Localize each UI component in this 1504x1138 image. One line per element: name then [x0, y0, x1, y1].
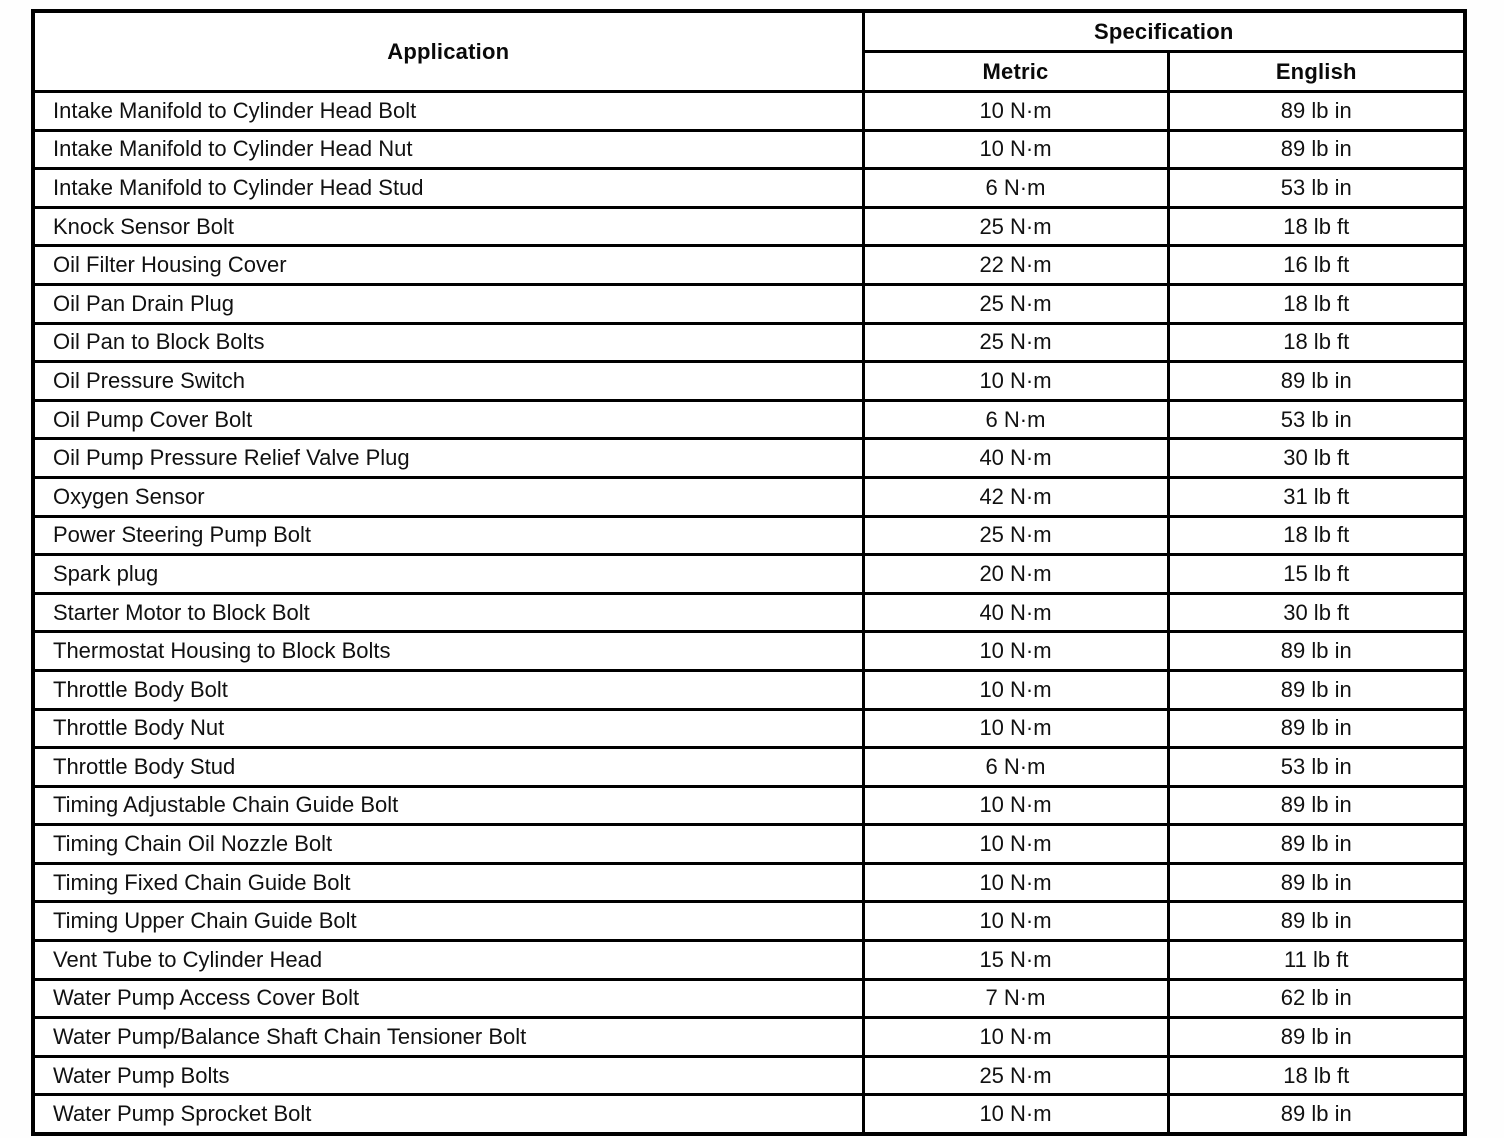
- english-value-cell: 62 lb in: [1168, 979, 1465, 1018]
- metric-value-cell: 20 N·m: [863, 555, 1168, 594]
- application-cell: Knock Sensor Bolt: [33, 207, 863, 246]
- table-row: [33, 748, 1465, 787]
- metric-value-cell: 22 N·m: [863, 246, 1168, 285]
- metric-value-cell: 6 N·m: [863, 748, 1168, 787]
- english-value-cell: 18 lb ft: [1168, 516, 1465, 555]
- application-cell: Water Pump/Balance Shaft Chain Tensioner Bolt: [33, 1018, 863, 1057]
- table-row: [33, 1056, 1465, 1095]
- application-cell: Oil Pump Cover Bolt: [33, 400, 863, 439]
- metric-value-cell: 25 N·m: [863, 207, 1168, 246]
- english-value-cell: 11 lb ft: [1168, 941, 1465, 980]
- application-cell: Throttle Body Stud: [33, 748, 863, 787]
- table-row: [33, 786, 1465, 825]
- application-cell: Intake Manifold to Cylinder Head Stud: [33, 169, 863, 208]
- table-header: [33, 11, 1465, 92]
- application-cell: Oil Pan Drain Plug: [33, 284, 863, 323]
- english-value-cell: 89 lb in: [1168, 863, 1465, 902]
- metric-value-cell: 25 N·m: [863, 516, 1168, 555]
- metric-value-cell: 10 N·m: [863, 709, 1168, 748]
- metric-value-cell: 40 N·m: [863, 439, 1168, 478]
- table-row: [33, 825, 1465, 864]
- application-cell: Timing Adjustable Chain Guide Bolt: [33, 786, 863, 825]
- application-cell: Oil Pan to Block Bolts: [33, 323, 863, 362]
- application-cell: Timing Fixed Chain Guide Bolt: [33, 863, 863, 902]
- column-header-application: Application: [33, 11, 863, 92]
- application-cell: Power Steering Pump Bolt: [33, 516, 863, 555]
- english-value-cell: 89 lb in: [1168, 786, 1465, 825]
- table-row: [33, 439, 1465, 478]
- metric-value-cell: 15 N·m: [863, 941, 1168, 980]
- english-value-cell: 89 lb in: [1168, 362, 1465, 401]
- english-value-cell: 89 lb in: [1168, 825, 1465, 864]
- table-row: [33, 1018, 1465, 1057]
- metric-value-cell: 10 N·m: [863, 1095, 1168, 1134]
- application-cell: Oil Filter Housing Cover: [33, 246, 863, 285]
- application-cell: Oxygen Sensor: [33, 477, 863, 516]
- metric-value-cell: 10 N·m: [863, 825, 1168, 864]
- table-row: [33, 1095, 1465, 1134]
- column-header-specification: Specification: [863, 11, 1465, 52]
- table-row: [33, 863, 1465, 902]
- application-cell: Throttle Body Bolt: [33, 670, 863, 709]
- table-row: [33, 207, 1465, 246]
- application-cell: Water Pump Bolts: [33, 1056, 863, 1095]
- application-cell: Water Pump Access Cover Bolt: [33, 979, 863, 1018]
- english-value-cell: 89 lb in: [1168, 632, 1465, 671]
- english-value-cell: 30 lb ft: [1168, 593, 1465, 632]
- metric-value-cell: 10 N·m: [863, 362, 1168, 401]
- metric-value-cell: 6 N·m: [863, 400, 1168, 439]
- table-row: [33, 477, 1465, 516]
- table-row: [33, 555, 1465, 594]
- application-cell: Throttle Body Nut: [33, 709, 863, 748]
- application-cell: Vent Tube to Cylinder Head: [33, 941, 863, 980]
- table-row: [33, 941, 1465, 980]
- table-row: [33, 362, 1465, 401]
- table-row: [33, 632, 1465, 671]
- metric-value-cell: 25 N·m: [863, 323, 1168, 362]
- application-cell: Oil Pressure Switch: [33, 362, 863, 401]
- metric-value-cell: 10 N·m: [863, 786, 1168, 825]
- application-cell: Intake Manifold to Cylinder Head Bolt: [33, 92, 863, 131]
- table-row: [33, 246, 1465, 285]
- english-value-cell: 15 lb ft: [1168, 555, 1465, 594]
- application-cell: Starter Motor to Block Bolt: [33, 593, 863, 632]
- english-value-cell: 53 lb in: [1168, 748, 1465, 787]
- table-body: [33, 92, 1465, 1135]
- application-cell: Water Pump Sprocket Bolt: [33, 1095, 863, 1134]
- english-value-cell: 30 lb ft: [1168, 439, 1465, 478]
- english-value-cell: 89 lb in: [1168, 1018, 1465, 1057]
- metric-value-cell: 25 N·m: [863, 1056, 1168, 1095]
- english-value-cell: 18 lb ft: [1168, 284, 1465, 323]
- metric-value-cell: 10 N·m: [863, 670, 1168, 709]
- english-value-cell: 89 lb in: [1168, 130, 1465, 169]
- metric-value-cell: 10 N·m: [863, 632, 1168, 671]
- table-row: [33, 169, 1465, 208]
- column-header-english: English: [1168, 52, 1465, 92]
- metric-value-cell: 10 N·m: [863, 863, 1168, 902]
- application-cell: Timing Upper Chain Guide Bolt: [33, 902, 863, 941]
- english-value-cell: 53 lb in: [1168, 169, 1465, 208]
- english-value-cell: 89 lb in: [1168, 670, 1465, 709]
- torque-spec-table: [31, 9, 1467, 1136]
- application-cell: Thermostat Housing to Block Bolts: [33, 632, 863, 671]
- english-value-cell: 89 lb in: [1168, 1095, 1465, 1134]
- english-value-cell: 18 lb ft: [1168, 323, 1465, 362]
- table-row: [33, 902, 1465, 941]
- metric-value-cell: 10 N·m: [863, 92, 1168, 131]
- english-value-cell: 16 lb ft: [1168, 246, 1465, 285]
- metric-value-cell: 25 N·m: [863, 284, 1168, 323]
- metric-value-cell: 6 N·m: [863, 169, 1168, 208]
- english-value-cell: 18 lb ft: [1168, 207, 1465, 246]
- application-cell: Oil Pump Pressure Relief Valve Plug: [33, 439, 863, 478]
- table-row: [33, 92, 1465, 131]
- metric-value-cell: 10 N·m: [863, 902, 1168, 941]
- metric-value-cell: 40 N·m: [863, 593, 1168, 632]
- application-cell: Timing Chain Oil Nozzle Bolt: [33, 825, 863, 864]
- table-row: [33, 979, 1465, 1018]
- metric-value-cell: 7 N·m: [863, 979, 1168, 1018]
- column-header-metric: Metric: [863, 52, 1168, 92]
- english-value-cell: 89 lb in: [1168, 902, 1465, 941]
- english-value-cell: 18 lb ft: [1168, 1056, 1465, 1095]
- english-value-cell: 89 lb in: [1168, 709, 1465, 748]
- table-row: [33, 400, 1465, 439]
- table-row: [33, 593, 1465, 632]
- table-row: [33, 709, 1465, 748]
- english-value-cell: 53 lb in: [1168, 400, 1465, 439]
- english-value-cell: 89 lb in: [1168, 92, 1465, 131]
- english-value-cell: 31 lb ft: [1168, 477, 1465, 516]
- metric-value-cell: 42 N·m: [863, 477, 1168, 516]
- table-row: [33, 516, 1465, 555]
- table-row: [33, 284, 1465, 323]
- header-row-specification: [33, 11, 1465, 52]
- application-cell: Spark plug: [33, 555, 863, 594]
- application-cell: Intake Manifold to Cylinder Head Nut: [33, 130, 863, 169]
- table-row: [33, 130, 1465, 169]
- metric-value-cell: 10 N·m: [863, 1018, 1168, 1057]
- table-row: [33, 323, 1465, 362]
- table-row: [33, 670, 1465, 709]
- metric-value-cell: 10 N·m: [863, 130, 1168, 169]
